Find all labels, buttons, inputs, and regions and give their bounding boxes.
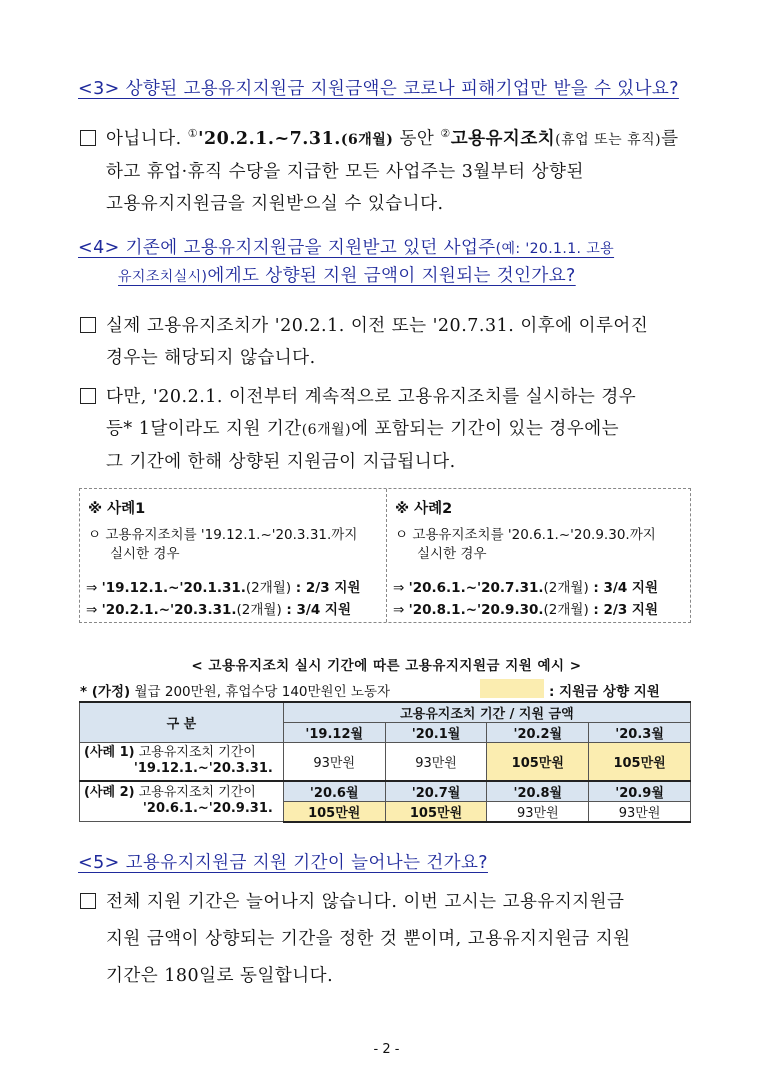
- question-4-heading-line-2: 유지조치실시)에게도 상향된 지원 금액이 지원되는 것인가요?: [118, 266, 576, 286]
- case-1: [80, 489, 387, 622]
- case-1-label: (사례 1) 고용유지조치 기간이 '19.12.1.~'20.3.31.: [80, 743, 284, 781]
- amount-cell: 93만원: [385, 743, 487, 781]
- answer-4b-line-1: 다만, '20.2.1. 이전부터 계속적으로 고용유지조치를 실시하는 경우: [80, 381, 636, 413]
- header-period: 고용유지조치 기간 / 지원 금액: [283, 702, 690, 723]
- month-cell: '20.3월: [589, 723, 691, 743]
- answer-4b: [80, 381, 636, 478]
- amount-cell-highlighted: 105만원: [385, 801, 487, 822]
- table-header-row: [80, 702, 691, 723]
- answer-4b-line-2: 등* 1달이라도 지원 기간(6개월)에 포함되는 기간이 있는 경우에는: [106, 419, 620, 439]
- answer-4a: [80, 310, 648, 374]
- table-row: [80, 781, 691, 802]
- case-2: [387, 489, 692, 622]
- support-example-table: [79, 701, 691, 823]
- case-1-title: ※ 사례1: [88, 501, 146, 517]
- answer-4a-line-2: 경우는 해당되지 않습니다.: [106, 348, 316, 368]
- answer-4a-line-1: 실제 고용유지조치가 '20.2.1. 이전 또는 '20.7.31. 이후에 이루어진: [80, 310, 648, 342]
- amount-cell-highlighted: 105만원: [487, 743, 589, 781]
- question-4-heading-line-1: <4> 기존에 고용유지지원금을 지원받고 있던 사업주(예: '20.1.1. 고용: [78, 238, 615, 258]
- case-2-description: ㅇ 고용유지조치를 '20.6.1.~'20.9.30.까지 실시한 경우: [395, 527, 656, 562]
- amount-cell-highlighted: 105만원: [589, 743, 691, 781]
- table-title: < 고용유지조치 실시 기간에 따른 고용유지지원금 지원 예시 >: [191, 658, 582, 674]
- case-1-description: ㅇ 고용유지조치를 '19.12.1.~'20.3.31.까지 실시한 경우: [88, 527, 358, 562]
- answer-5: [80, 884, 631, 995]
- checkbox-bullet-icon: [80, 130, 96, 146]
- month-cell: '20.7월: [385, 781, 487, 802]
- month-cell: '20.2월: [487, 723, 589, 743]
- month-cell: '19.12월: [283, 723, 385, 743]
- legend-label: : 지원금 상향 지원: [549, 684, 660, 700]
- case-1-row-2: ⇒ '20.2.1.~'20.3.31.(2개월) : 3/4 지원: [86, 602, 352, 618]
- case-2-title: ※ 사례2: [395, 501, 453, 517]
- legend-highlight-swatch: [480, 679, 544, 698]
- month-cell: '20.1월: [385, 723, 487, 743]
- question-5-heading: <5> 고용유지지원금 지원 기간이 늘어나는 건가요?: [78, 853, 488, 873]
- case-examples-box: [79, 488, 691, 623]
- table-assumption: * (가정) 월급 200만원, 휴업수당 140만원인 노동자: [80, 684, 391, 700]
- case-2-row-1: ⇒ '20.6.1.~'20.7.31.(2개월) : 3/4 지원: [393, 580, 659, 596]
- answer-3-line-1: 아닙니다. ①'20.2.1.~7.31.(6개월) 동안 ②고용유지조치(휴업 또는 휴직)를: [80, 118, 679, 156]
- header-division: 구 분: [80, 702, 284, 743]
- checkbox-bullet-icon: [80, 317, 96, 333]
- amount-cell: 93만원: [487, 801, 589, 822]
- table-row: [80, 743, 691, 781]
- question-3-heading: <3> 상향된 고용유지지원금 지원금액은 코로나 피해기업만 받을 수 있나요?: [78, 79, 679, 99]
- answer-3: [80, 118, 679, 220]
- case-1-row-1: ⇒ '19.12.1.~'20.1.31.(2개월) : 2/3 지원: [86, 580, 361, 596]
- answer-3-line-3: 고용유지지원금을 지원받으실 수 있습니다.: [106, 194, 444, 214]
- case-2-row-2: ⇒ '20.8.1.~'20.9.30.(2개월) : 2/3 지원: [393, 602, 659, 618]
- month-cell: '20.9월: [589, 781, 691, 802]
- month-cell: '20.6월: [283, 781, 385, 802]
- amount-cell: 93만원: [283, 743, 385, 781]
- amount-cell: 93만원: [589, 801, 691, 822]
- checkbox-bullet-icon: [80, 388, 96, 404]
- checkbox-bullet-icon: [80, 893, 96, 909]
- answer-3-line-2: 하고 휴업·휴직 수당을 지급한 모든 사업주는 3월부터 상향된: [106, 162, 584, 182]
- answer-5-line-1: 전체 지원 기간은 늘어나지 않습니다. 이번 고시는 고용유지지원금: [80, 884, 631, 921]
- page-number: - 2 -: [373, 1042, 400, 1057]
- amount-cell-highlighted: 105만원: [283, 801, 385, 822]
- answer-5-line-2: 지원 금액이 상향되는 기간을 정한 것 뿐이며, 고용유지지원금 지원: [106, 929, 631, 949]
- answer-5-line-3: 기간은 180일로 동일합니다.: [106, 966, 334, 986]
- month-cell: '20.8월: [487, 781, 589, 802]
- answer-4b-line-3: 그 기간에 한해 상향된 지원금이 지급됩니다.: [106, 452, 456, 472]
- case-2-label: (사례 2) 고용유지조치 기간이 '20.6.1.~'20.9.31.: [80, 781, 284, 822]
